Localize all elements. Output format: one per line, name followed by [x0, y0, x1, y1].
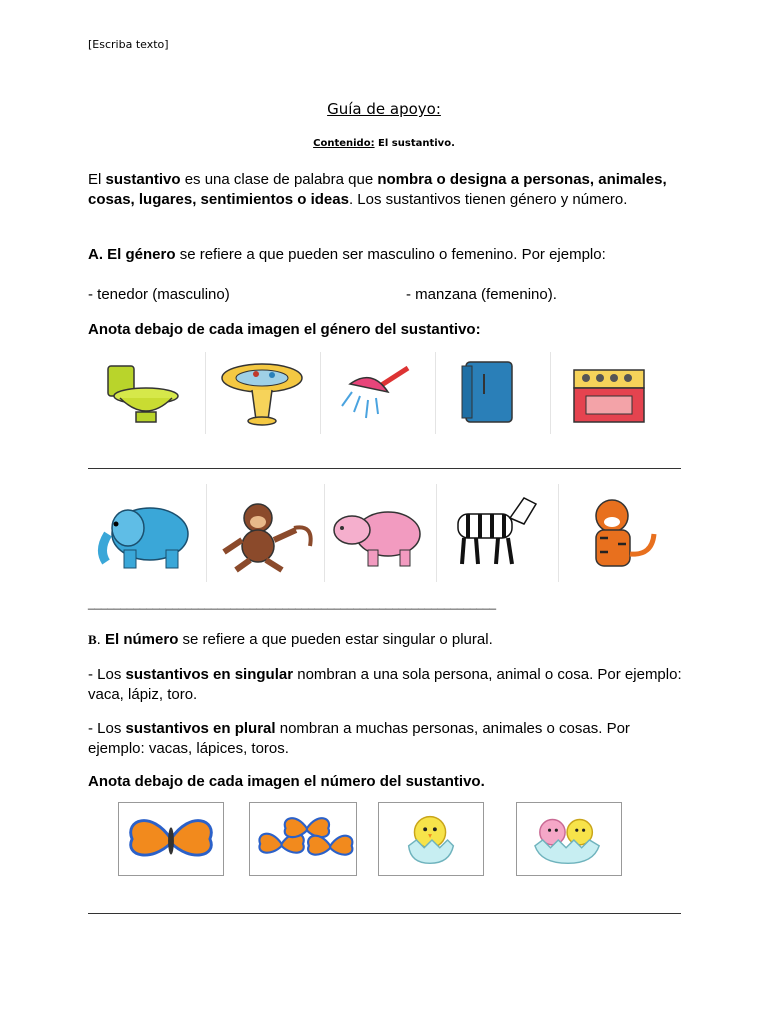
genero-paragraph — [88, 245, 688, 265]
chicks-icon — [516, 802, 622, 876]
answer-line-2[interactable]: _______________________________________________________________ — [88, 596, 496, 610]
genero-label: A. El género — [88, 246, 176, 263]
sink-icon — [216, 358, 308, 428]
page-title: Guía de apoyo: — [327, 100, 441, 118]
singular-text-1: - Los — [88, 666, 126, 683]
genero-text: se refiere a que pueden ser masculino o femenino. Por ejemplo: — [175, 246, 606, 263]
singular-bold: sustantivos en singular — [125, 666, 294, 683]
numero-instruction: Anota debajo de cada imagen el número del sustantivo. — [88, 773, 485, 790]
toilet-icon — [98, 362, 188, 426]
singular-paragraph — [88, 665, 688, 705]
answer-line-3[interactable] — [88, 913, 681, 914]
numero-paragraph — [88, 630, 688, 650]
example-femenino: - manzana (femenino). — [406, 286, 557, 303]
genero-instruction: Anota debajo de cada imagen el género del sustantivo: — [88, 321, 481, 338]
fridge-icon — [450, 358, 530, 428]
singular-text-2: nombran a una sola persona, animal o cosa. Por ejemplo: vaca, lápiz, toro. — [88, 666, 682, 703]
answer-line-1[interactable] — [88, 468, 681, 469]
butterflies-icon — [249, 802, 357, 876]
plural-paragraph — [88, 719, 688, 759]
genero-image-row-2 — [88, 484, 683, 582]
genero-image-row-1 — [88, 352, 670, 434]
example-masculino: - tenedor (masculino) — [88, 286, 230, 303]
shower-icon — [330, 362, 420, 426]
chick-icon — [378, 802, 484, 876]
plural-text-2: nombran a muchas personas, animales o cosas. Por ejemplo: vacas, lápices, toros. — [88, 720, 630, 757]
numero-label: El número — [105, 631, 179, 648]
intro-bold-1: sustantivo — [105, 171, 181, 188]
intro-text-1: El — [88, 171, 106, 188]
plural-text-1: - Los — [88, 720, 126, 737]
zebra-icon — [440, 490, 544, 572]
intro-text-3: . Los sustantivos tienen género y número. — [348, 191, 628, 208]
stove-icon — [562, 358, 658, 428]
butterfly-icon — [118, 802, 224, 876]
contenido-line — [0, 138, 768, 149]
elephant-icon — [94, 494, 198, 574]
header-placeholder: [Escriba texto] — [88, 38, 169, 51]
contenido-label: Contenido: — [313, 138, 375, 149]
hippo-icon — [330, 502, 430, 572]
tiger-icon — [574, 494, 668, 574]
intro-text-2: es una clase de palabra que — [180, 171, 378, 188]
numero-letter: B — [88, 632, 97, 647]
intro-bold-2: nombra o designa a personas, animales, cosas, lugares, sentimientos o ideas — [88, 171, 667, 208]
plural-bold: sustantivos en plural — [125, 720, 276, 737]
monkey-icon — [216, 494, 318, 574]
contenido-value: El sustantivo. — [374, 138, 455, 149]
numero-text: se refiere a que pueden estar singular o plural. — [178, 631, 493, 648]
numero-dot: . — [96, 631, 106, 648]
intro-paragraph — [88, 170, 688, 210]
